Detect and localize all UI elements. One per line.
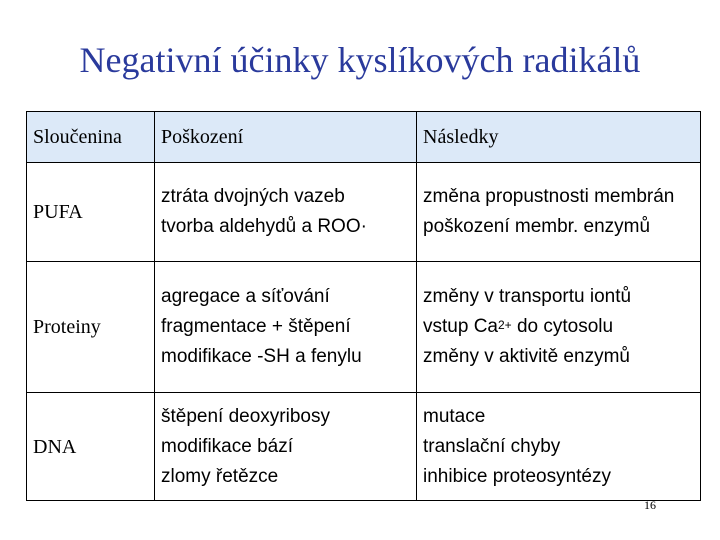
damage-line: modifikace bází bbox=[161, 435, 294, 457]
consequence-text: do cytosolu bbox=[516, 316, 614, 337]
compound-cell: PUFA bbox=[27, 163, 155, 262]
table-row bbox=[27, 163, 701, 262]
consequence-text: vstup Ca bbox=[423, 316, 498, 337]
damage-line: tvorba aldehydů a ROO· bbox=[161, 216, 367, 237]
damage-line: modifikace -SH a fenylu bbox=[161, 346, 362, 367]
consequence-line: inhibice proteosyntézy bbox=[423, 465, 611, 487]
consequence-line bbox=[423, 312, 694, 342]
damage-cell bbox=[155, 393, 417, 501]
damage-cell bbox=[155, 163, 417, 262]
damage-line: ztráta dvojných vazeb bbox=[161, 186, 345, 207]
header-damage: Poškození bbox=[155, 112, 417, 163]
damage-cell bbox=[155, 262, 417, 393]
consequence-line: změny v transportu iontů bbox=[423, 286, 632, 307]
table-row bbox=[27, 393, 701, 501]
damage-line: agregace a síťování bbox=[161, 286, 330, 307]
consequences-cell bbox=[417, 393, 701, 501]
damage-line: fragmentace + štěpení bbox=[161, 316, 351, 337]
consequence-line: translační chyby bbox=[423, 435, 561, 457]
damage-line: štěpení deoxyribosy bbox=[161, 405, 330, 427]
radicals-effects-table bbox=[26, 111, 701, 501]
consequences-cell bbox=[417, 163, 701, 262]
page-number: 16 bbox=[644, 498, 656, 512]
header-compound: Sloučenina bbox=[27, 112, 155, 163]
consequence-line: změna propustnosti membrán bbox=[423, 186, 675, 207]
table-row bbox=[27, 262, 701, 393]
table-header-row bbox=[27, 112, 701, 163]
consequence-line: mutace bbox=[423, 405, 486, 427]
consequence-line: změny v aktivitě enzymů bbox=[423, 346, 630, 367]
header-consequences: Následky bbox=[417, 112, 701, 163]
consequence-line: poškození membr. enzymů bbox=[423, 216, 651, 237]
consequences-cell bbox=[417, 262, 701, 393]
compound-cell: Proteiny bbox=[27, 262, 155, 393]
compound-cell: DNA bbox=[27, 393, 155, 501]
slide-title: Negativní účinky kyslíkových radikálů bbox=[79, 40, 641, 80]
damage-line: zlomy řetězce bbox=[161, 465, 279, 487]
superscript: 2+ bbox=[497, 318, 512, 332]
